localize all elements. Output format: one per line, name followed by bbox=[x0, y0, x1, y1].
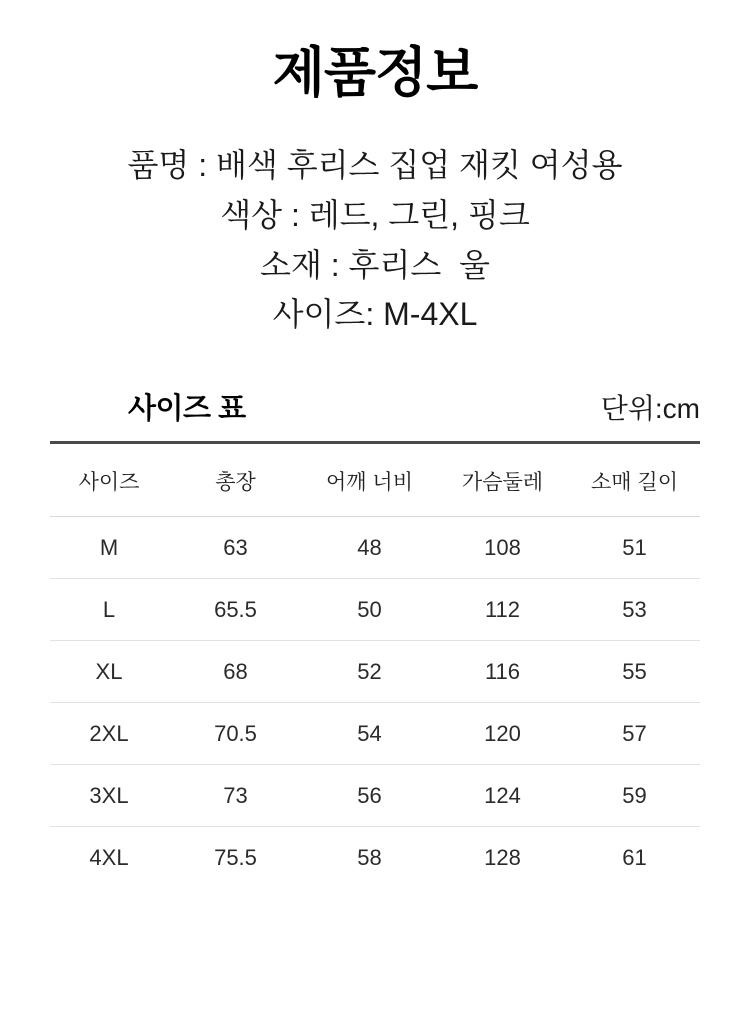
column-header-sleeve: 소매 길이 bbox=[569, 442, 700, 516]
cell-length: 63 bbox=[168, 516, 303, 578]
cell-length: 75.5 bbox=[214, 844, 257, 870]
page-title: 제품정보 bbox=[272, 43, 478, 103]
cell-shoulder: 56 bbox=[303, 764, 436, 826]
cell-shoulder: 48 bbox=[303, 516, 436, 578]
cell-shoulder: 50 bbox=[303, 578, 436, 640]
size-table-head bbox=[50, 442, 700, 516]
cell-length: 73 bbox=[168, 764, 303, 826]
table-row bbox=[50, 826, 700, 888]
size-table-wrapper bbox=[0, 441, 750, 888]
cell-size: 3XL bbox=[50, 764, 168, 826]
cell-chest: 108 bbox=[436, 516, 569, 578]
table-row bbox=[50, 764, 700, 826]
cell-chest: 128 bbox=[484, 844, 521, 870]
cell-sleeve: 51 bbox=[569, 516, 700, 578]
column-header-length: 총장 bbox=[168, 442, 303, 516]
table-row bbox=[50, 516, 700, 578]
cell-shoulder: 58 bbox=[357, 844, 382, 870]
cell-chest: 116 bbox=[436, 640, 569, 702]
cell-shoulder: 52 bbox=[303, 640, 436, 702]
cell-sleeve: 55 bbox=[569, 640, 700, 702]
cell-shoulder: 54 bbox=[303, 702, 436, 764]
spec-line-material: 소재 : 후리스 울 bbox=[260, 246, 490, 283]
column-header-chest: 가슴둘레 bbox=[436, 442, 569, 516]
cell-chest: 124 bbox=[436, 764, 569, 826]
table-header-row bbox=[50, 442, 700, 516]
cell-size: L bbox=[50, 578, 168, 640]
size-table bbox=[50, 441, 700, 888]
cell-sleeve: 53 bbox=[569, 578, 700, 640]
product-spec-list bbox=[0, 141, 750, 339]
cell-chest: 112 bbox=[436, 578, 569, 640]
cell-size: 4XL bbox=[89, 844, 129, 870]
cell-chest: 120 bbox=[436, 702, 569, 764]
column-header-shoulder: 어깨 너비 bbox=[303, 442, 436, 516]
column-header-size: 사이즈 bbox=[50, 442, 168, 516]
cell-sleeve: 61 bbox=[622, 844, 647, 870]
cell-size: XL bbox=[50, 640, 168, 702]
table-row bbox=[50, 578, 700, 640]
cell-sleeve: 57 bbox=[569, 702, 700, 764]
size-table-header bbox=[0, 386, 750, 427]
cell-sleeve: 59 bbox=[569, 764, 700, 826]
spec-line-name: 품명 : 배색 후리스 집업 재킷 여성용 bbox=[127, 147, 623, 184]
cell-size: M bbox=[50, 516, 168, 578]
size-table-unit: 단위:cm bbox=[600, 392, 700, 424]
spec-line-size: 사이즈: M-4XL bbox=[272, 296, 478, 333]
cell-length: 68 bbox=[168, 640, 303, 702]
size-table-body bbox=[50, 516, 700, 888]
cell-length: 70.5 bbox=[168, 702, 303, 764]
size-table-heading: 사이즈 표 bbox=[128, 392, 246, 425]
table-row bbox=[50, 640, 700, 702]
cell-length: 65.5 bbox=[168, 578, 303, 640]
cell-size: 2XL bbox=[50, 702, 168, 764]
table-row bbox=[50, 702, 700, 764]
spec-line-color: 색상 : 레드, 그린, 핑크 bbox=[220, 196, 530, 233]
